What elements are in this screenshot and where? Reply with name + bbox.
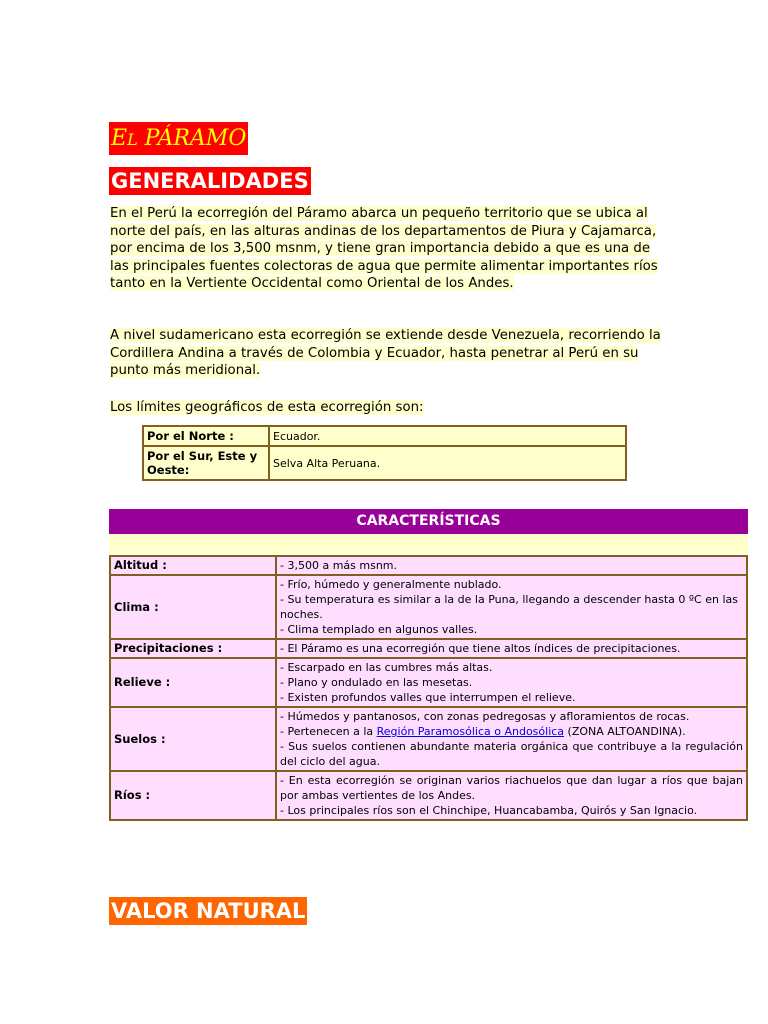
paragraph-intro: En el Perú la ecorregión del Páramo abarca un pequeño territorio que se ubica al norte del país, en las alturas andinas de los departamentos de Piura y Cajamarca, por encima de los 3,500 msnm, y tiene gran importancia debido a que es una de las principales fuentes colectoras de agua que permite alimentar importantes ríos tanto en la Vertiente Occidental como Oriental de los Andes. [110,206,658,291]
limit-value-north: Ecuador. [269,426,626,446]
table-row [110,771,747,820]
row-label-precipitaciones: Precipitaciones : [110,639,276,658]
row-label-altitud: Altitud : [110,556,276,575]
characteristics-heading: CARACTERÍSTICAS [109,509,748,534]
row-value-relieve: - Escarpado en las cumbres más altas. - Plano y ondulado en las mesetas. - Existen profundos valles que interrumpen el relieve. [276,658,747,707]
section-heading-valor-natural: VALOR NATURAL [111,899,306,923]
paragraph-limits-intro: Los límites geográficos de esta ecorregión son: [110,400,424,415]
row-label-rios: Ríos : [110,771,276,820]
row-label-suelos: Suelos : [110,707,276,771]
table-row [110,658,747,707]
table-row [110,556,747,575]
region-paramosolica-link[interactable]: Región Paramosólica o Andosólica [376,725,565,738]
page-title: EL PÁRAMO [109,122,248,155]
row-value-clima: - Frío, húmedo y generalmente nublado. - Su temperatura es similar a la de la Puna, llegando a descender hasta 0 ºC en las noches. - Clima templado en algunos valles. [276,575,747,639]
row-label-clima: Clima : [110,575,276,639]
characteristics-band [109,534,748,554]
row-value-altitud: - 3,500 a más msnm. [276,556,747,575]
limit-label-north: Por el Norte : [143,426,269,446]
table-row [110,575,747,639]
row-value-precipitaciones: - El Páramo es una ecorregión que tiene altos índices de precipitaciones. [276,639,747,658]
paragraph-extension: A nivel sudamericano esta ecorregión se extiende desde Venezuela, recorriendo la Cordillera Andina a través de Colombia y Ecuador, hasta penetrar al Perú en su punto más meridional. [110,328,661,378]
row-label-relieve: Relieve : [110,658,276,707]
row-value-rios: - En esta ecorregión se originan varios riachuelos que dan lugar a ríos que bajan por ambas vertientes de los Andes. - Los principales ríos son el Chinchipe, Huancabamba, Quirós y San Ignacio. [276,771,747,820]
limits-table [142,425,627,481]
table-row [110,639,747,658]
section-heading-generalidades: GENERALIDADES [111,169,309,193]
table-row [110,707,747,771]
table-row [143,446,626,480]
row-value-suelos: - Húmedos y pantanosos, con zonas pedregosas y afloramientos de rocas. - Pertenecen a la Región Paramosólica o Andosólica (ZONA ALTOANDINA). - Sus suelos contienen abundante materia orgánica que contribuye a la regulación del ciclo del agua. [276,707,747,771]
characteristics-table [109,555,748,821]
limit-label-south: Por el Sur, Este y Oeste: [143,446,269,480]
table-row [143,426,626,446]
limit-value-south: Selva Alta Peruana. [269,446,626,480]
